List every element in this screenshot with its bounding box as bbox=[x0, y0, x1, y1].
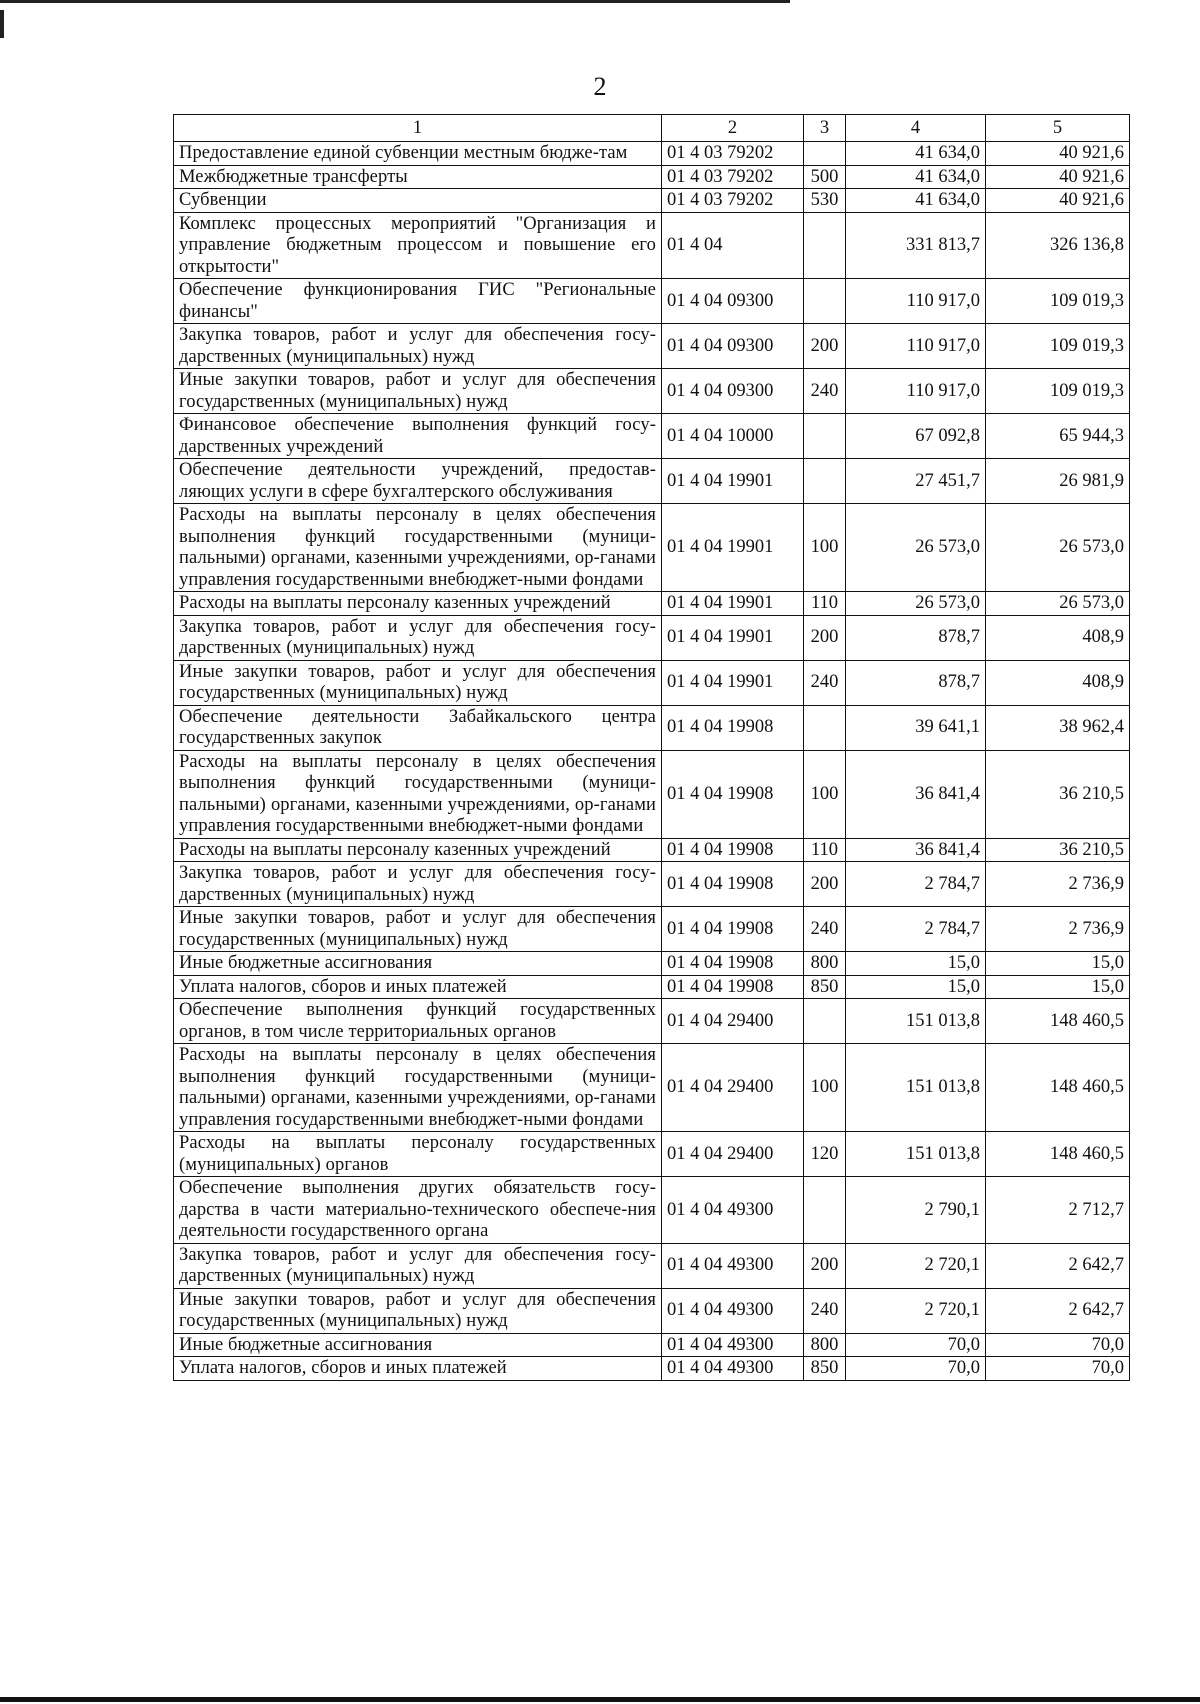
table-row bbox=[174, 414, 1130, 459]
row-expense-type-cell: 120 bbox=[804, 1132, 846, 1177]
row-expense-type-cell: 100 bbox=[804, 504, 846, 592]
row-amount-col4-cell: 151 013,8 bbox=[846, 1132, 986, 1177]
top-scan-edge bbox=[0, 0, 790, 3]
row-code-cell: 01 4 04 19908 bbox=[662, 975, 804, 999]
table-row bbox=[174, 1357, 1130, 1381]
row-amount-col4-cell: 70,0 bbox=[846, 1357, 986, 1381]
row-amount-col5-cell: 36 210,5 bbox=[986, 750, 1130, 838]
row-amount-col5-cell: 40 921,6 bbox=[986, 165, 1130, 189]
row-amount-col4-cell: 41 634,0 bbox=[846, 142, 986, 166]
table-row bbox=[174, 165, 1130, 189]
row-name-cell: Иные закупки товаров, работ и услуг для обеспечения государственных (муниципальных) нужд bbox=[174, 907, 662, 952]
table-row bbox=[174, 1177, 1130, 1244]
row-amount-col4-cell: 331 813,7 bbox=[846, 212, 986, 279]
table-row bbox=[174, 952, 1130, 976]
row-amount-col4-cell: 110 917,0 bbox=[846, 324, 986, 369]
row-code-cell: 01 4 04 49300 bbox=[662, 1177, 804, 1244]
table-row bbox=[174, 189, 1130, 213]
table-row bbox=[174, 369, 1130, 414]
row-name-cell: Обеспечение выполнения других обязательств госу-дарства в части материально-технического обеспече-ния деятельности государственного органа bbox=[174, 1177, 662, 1244]
row-code-cell: 01 4 04 49300 bbox=[662, 1288, 804, 1333]
row-name-cell: Расходы на выплаты персоналу в целях обеспечения выполнения функций государственными (муници-пальными) органами, казенными учреждениями, ор-ганами управления государственными внебюджет-ными фондами bbox=[174, 1044, 662, 1132]
row-name-cell: Иные закупки товаров, работ и услуг для обеспечения государственных (муниципальных) нужд bbox=[174, 369, 662, 414]
row-amount-col5-cell: 148 460,5 bbox=[986, 1044, 1130, 1132]
row-code-cell: 01 4 04 19908 bbox=[662, 952, 804, 976]
row-amount-col5-cell: 2 736,9 bbox=[986, 907, 1130, 952]
row-expense-type-cell: 850 bbox=[804, 975, 846, 999]
row-name-cell: Субвенции bbox=[174, 189, 662, 213]
row-code-cell: 01 4 04 19901 bbox=[662, 459, 804, 504]
row-amount-col4-cell: 878,7 bbox=[846, 660, 986, 705]
row-expense-type-cell: 800 bbox=[804, 1333, 846, 1357]
row-code-cell: 01 4 04 19908 bbox=[662, 907, 804, 952]
row-code-cell: 01 4 03 79202 bbox=[662, 189, 804, 213]
row-code-cell: 01 4 04 19901 bbox=[662, 592, 804, 616]
row-expense-type-cell: 850 bbox=[804, 1357, 846, 1381]
row-amount-col5-cell: 40 921,6 bbox=[986, 189, 1130, 213]
row-expense-type-cell: 100 bbox=[804, 750, 846, 838]
row-code-cell: 01 4 04 19908 bbox=[662, 705, 804, 750]
budget-table-body bbox=[174, 115, 1130, 1381]
row-expense-type-cell: 200 bbox=[804, 324, 846, 369]
row-code-cell: 01 4 04 29400 bbox=[662, 1044, 804, 1132]
row-amount-col4-cell: 110 917,0 bbox=[846, 369, 986, 414]
row-expense-type-cell bbox=[804, 459, 846, 504]
row-expense-type-cell bbox=[804, 1177, 846, 1244]
row-amount-col5-cell: 109 019,3 bbox=[986, 324, 1130, 369]
row-amount-col4-cell: 2 720,1 bbox=[846, 1288, 986, 1333]
row-code-cell: 01 4 04 19901 bbox=[662, 504, 804, 592]
row-expense-type-cell: 200 bbox=[804, 615, 846, 660]
row-amount-col4-cell: 15,0 bbox=[846, 975, 986, 999]
row-amount-col4-cell: 26 573,0 bbox=[846, 592, 986, 616]
row-amount-col5-cell: 326 136,8 bbox=[986, 212, 1130, 279]
table-row bbox=[174, 1243, 1130, 1288]
row-amount-col5-cell: 109 019,3 bbox=[986, 279, 1130, 324]
row-amount-col4-cell: 151 013,8 bbox=[846, 1044, 986, 1132]
row-expense-type-cell bbox=[804, 705, 846, 750]
table-row bbox=[174, 615, 1130, 660]
row-amount-col5-cell: 26 573,0 bbox=[986, 504, 1130, 592]
row-name-cell: Иные бюджетные ассигнования bbox=[174, 1333, 662, 1357]
row-name-cell: Уплата налогов, сборов и иных платежей bbox=[174, 975, 662, 999]
table-row bbox=[174, 660, 1130, 705]
table-row bbox=[174, 212, 1130, 279]
row-amount-col5-cell: 2 736,9 bbox=[986, 862, 1130, 907]
column-header: 1 bbox=[174, 115, 662, 142]
budget-table bbox=[173, 114, 1130, 1381]
row-amount-col5-cell: 15,0 bbox=[986, 952, 1130, 976]
row-name-cell: Расходы на выплаты персоналу казенных учреждений bbox=[174, 838, 662, 862]
table-row bbox=[174, 750, 1130, 838]
row-amount-col4-cell: 70,0 bbox=[846, 1333, 986, 1357]
row-code-cell: 01 4 04 10000 bbox=[662, 414, 804, 459]
row-name-cell: Обеспечение функционирования ГИС "Региональные финансы" bbox=[174, 279, 662, 324]
row-amount-col4-cell: 36 841,4 bbox=[846, 750, 986, 838]
row-name-cell: Иные закупки товаров, работ и услуг для обеспечения государственных (муниципальных) нужд bbox=[174, 1288, 662, 1333]
row-amount-col4-cell: 878,7 bbox=[846, 615, 986, 660]
row-name-cell: Финансовое обеспечение выполнения функций госу-дарственных учреждений bbox=[174, 414, 662, 459]
row-amount-col5-cell: 40 921,6 bbox=[986, 142, 1130, 166]
row-amount-col5-cell: 2 642,7 bbox=[986, 1243, 1130, 1288]
table-row bbox=[174, 1288, 1130, 1333]
row-amount-col5-cell: 26 981,9 bbox=[986, 459, 1130, 504]
row-code-cell: 01 4 04 49300 bbox=[662, 1333, 804, 1357]
row-name-cell: Закупка товаров, работ и услуг для обеспечения госу-дарственных (муниципальных) нужд bbox=[174, 615, 662, 660]
row-expense-type-cell bbox=[804, 212, 846, 279]
row-name-cell: Обеспечение деятельности Забайкальского центра государственных закупок bbox=[174, 705, 662, 750]
table-header-row bbox=[174, 115, 1130, 142]
row-name-cell: Расходы на выплаты персоналу в целях обеспечения выполнения функций государственными (муници-пальными) органами, казенными учреждениями, ор-ганами управления государственными внебюджет-ными фондами bbox=[174, 504, 662, 592]
column-header: 3 bbox=[804, 115, 846, 142]
row-amount-col4-cell: 2 784,7 bbox=[846, 907, 986, 952]
row-amount-col5-cell: 408,9 bbox=[986, 615, 1130, 660]
row-amount-col5-cell: 38 962,4 bbox=[986, 705, 1130, 750]
row-code-cell: 01 4 04 19901 bbox=[662, 660, 804, 705]
row-amount-col4-cell: 41 634,0 bbox=[846, 165, 986, 189]
row-expense-type-cell: 530 bbox=[804, 189, 846, 213]
row-code-cell: 01 4 03 79202 bbox=[662, 165, 804, 189]
row-code-cell: 01 4 04 bbox=[662, 212, 804, 279]
row-name-cell: Иные закупки товаров, работ и услуг для обеспечения государственных (муниципальных) нужд bbox=[174, 660, 662, 705]
row-amount-col4-cell: 2 784,7 bbox=[846, 862, 986, 907]
row-amount-col5-cell: 109 019,3 bbox=[986, 369, 1130, 414]
table-row bbox=[174, 142, 1130, 166]
row-amount-col4-cell: 26 573,0 bbox=[846, 504, 986, 592]
row-amount-col4-cell: 15,0 bbox=[846, 952, 986, 976]
row-amount-col5-cell: 2 642,7 bbox=[986, 1288, 1130, 1333]
row-name-cell: Комплекс процессных мероприятий "Организация и управление бюджетным процессом и повышение его открытости" bbox=[174, 212, 662, 279]
page-number: 2 bbox=[593, 72, 607, 101]
row-amount-col5-cell: 70,0 bbox=[986, 1357, 1130, 1381]
row-code-cell: 01 4 04 09300 bbox=[662, 279, 804, 324]
row-expense-type-cell bbox=[804, 999, 846, 1044]
row-expense-type-cell bbox=[804, 279, 846, 324]
row-expense-type-cell: 500 bbox=[804, 165, 846, 189]
column-header: 5 bbox=[986, 115, 1130, 142]
row-expense-type-cell: 240 bbox=[804, 369, 846, 414]
row-name-cell: Расходы на выплаты персоналу казенных учреждений bbox=[174, 592, 662, 616]
row-expense-type-cell: 240 bbox=[804, 1288, 846, 1333]
row-code-cell: 01 4 04 49300 bbox=[662, 1357, 804, 1381]
table-row bbox=[174, 1132, 1130, 1177]
row-amount-col5-cell: 2 712,7 bbox=[986, 1177, 1130, 1244]
row-name-cell: Закупка товаров, работ и услуг для обеспечения госу-дарственных (муниципальных) нужд bbox=[174, 862, 662, 907]
row-code-cell: 01 4 04 19908 bbox=[662, 838, 804, 862]
row-amount-col5-cell: 15,0 bbox=[986, 975, 1130, 999]
row-expense-type-cell: 110 bbox=[804, 592, 846, 616]
row-code-cell: 01 4 04 29400 bbox=[662, 1132, 804, 1177]
row-amount-col5-cell: 36 210,5 bbox=[986, 838, 1130, 862]
row-code-cell: 01 4 04 19908 bbox=[662, 862, 804, 907]
row-expense-type-cell bbox=[804, 142, 846, 166]
table-row bbox=[174, 862, 1130, 907]
table-row bbox=[174, 1044, 1130, 1132]
bottom-scan-edge bbox=[0, 1697, 1200, 1702]
table-row bbox=[174, 504, 1130, 592]
table-row bbox=[174, 324, 1130, 369]
row-name-cell: Уплата налогов, сборов и иных платежей bbox=[174, 1357, 662, 1381]
row-name-cell: Межбюджетные трансферты bbox=[174, 165, 662, 189]
row-code-cell: 01 4 04 09300 bbox=[662, 369, 804, 414]
row-code-cell: 01 4 04 49300 bbox=[662, 1243, 804, 1288]
row-amount-col4-cell: 41 634,0 bbox=[846, 189, 986, 213]
row-amount-col4-cell: 110 917,0 bbox=[846, 279, 986, 324]
row-amount-col4-cell: 39 641,1 bbox=[846, 705, 986, 750]
row-amount-col4-cell: 67 092,8 bbox=[846, 414, 986, 459]
table-row bbox=[174, 592, 1130, 616]
row-amount-col4-cell: 151 013,8 bbox=[846, 999, 986, 1044]
row-name-cell: Закупка товаров, работ и услуг для обеспечения госу-дарственных (муниципальных) нужд bbox=[174, 324, 662, 369]
row-amount-col4-cell: 27 451,7 bbox=[846, 459, 986, 504]
row-code-cell: 01 4 03 79202 bbox=[662, 142, 804, 166]
row-name-cell: Иные бюджетные ассигнования bbox=[174, 952, 662, 976]
row-code-cell: 01 4 04 19901 bbox=[662, 615, 804, 660]
row-code-cell: 01 4 04 29400 bbox=[662, 999, 804, 1044]
table-row bbox=[174, 279, 1130, 324]
table-row bbox=[174, 459, 1130, 504]
row-name-cell: Обеспечение деятельности учреждений, предостав-ляющих услуги в сфере бухгалтерского обслуживания bbox=[174, 459, 662, 504]
row-code-cell: 01 4 04 09300 bbox=[662, 324, 804, 369]
row-expense-type-cell: 110 bbox=[804, 838, 846, 862]
row-amount-col5-cell: 65 944,3 bbox=[986, 414, 1130, 459]
row-amount-col5-cell: 408,9 bbox=[986, 660, 1130, 705]
row-expense-type-cell: 800 bbox=[804, 952, 846, 976]
table-row bbox=[174, 907, 1130, 952]
row-name-cell: Расходы на выплаты персоналу в целях обеспечения выполнения функций государственными (муници-пальными) органами, казенными учреждениями, ор-ганами управления государственными внебюджет-ными фондами bbox=[174, 750, 662, 838]
row-name-cell: Предоставление единой субвенции местным бюдже-там bbox=[174, 142, 662, 166]
row-name-cell: Расходы на выплаты персоналу государственных (муниципальных) органов bbox=[174, 1132, 662, 1177]
row-amount-col5-cell: 26 573,0 bbox=[986, 592, 1130, 616]
row-name-cell: Обеспечение выполнения функций государственных органов, в том числе территориальных органов bbox=[174, 999, 662, 1044]
table-row bbox=[174, 838, 1130, 862]
table-row bbox=[174, 975, 1130, 999]
row-amount-col4-cell: 2 790,1 bbox=[846, 1177, 986, 1244]
row-expense-type-cell: 100 bbox=[804, 1044, 846, 1132]
row-expense-type-cell: 240 bbox=[804, 907, 846, 952]
table-row bbox=[174, 999, 1130, 1044]
row-amount-col5-cell: 70,0 bbox=[986, 1333, 1130, 1357]
column-header: 4 bbox=[846, 115, 986, 142]
row-expense-type-cell: 240 bbox=[804, 660, 846, 705]
row-amount-col4-cell: 36 841,4 bbox=[846, 838, 986, 862]
row-amount-col4-cell: 2 720,1 bbox=[846, 1243, 986, 1288]
row-amount-col5-cell: 148 460,5 bbox=[986, 999, 1130, 1044]
row-expense-type-cell bbox=[804, 414, 846, 459]
row-code-cell: 01 4 04 19908 bbox=[662, 750, 804, 838]
left-scan-mark bbox=[0, 10, 4, 38]
table-row bbox=[174, 705, 1130, 750]
table-row bbox=[174, 1333, 1130, 1357]
row-amount-col5-cell: 148 460,5 bbox=[986, 1132, 1130, 1177]
row-expense-type-cell: 200 bbox=[804, 1243, 846, 1288]
row-name-cell: Закупка товаров, работ и услуг для обеспечения госу-дарственных (муниципальных) нужд bbox=[174, 1243, 662, 1288]
row-expense-type-cell: 200 bbox=[804, 862, 846, 907]
column-header: 2 bbox=[662, 115, 804, 142]
